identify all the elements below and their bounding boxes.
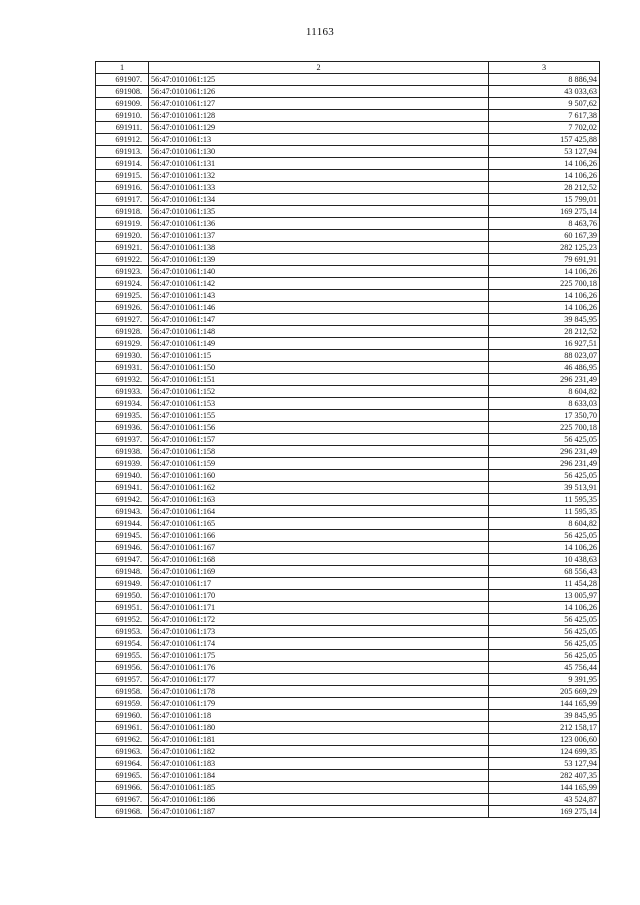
value-cell: 212 158,17 xyxy=(489,722,600,734)
table-row xyxy=(96,614,600,626)
cadastral-number-cell: 56:47:0101061:153 xyxy=(149,398,489,410)
table-row xyxy=(96,422,600,434)
table-row xyxy=(96,794,600,806)
row-number-cell: 691951. xyxy=(96,602,149,614)
value-cell: 46 486,95 xyxy=(489,362,600,374)
table-header-row xyxy=(96,62,600,74)
value-cell: 14 106,26 xyxy=(489,302,600,314)
cadastral-number-cell: 56:47:0101061:185 xyxy=(149,782,489,794)
table-row xyxy=(96,530,600,542)
table-row xyxy=(96,806,600,818)
row-number-cell: 691962. xyxy=(96,734,149,746)
value-cell: 14 106,26 xyxy=(489,266,600,278)
row-number-cell: 691937. xyxy=(96,434,149,446)
value-cell: 123 006,60 xyxy=(489,734,600,746)
row-number-cell: 691924. xyxy=(96,278,149,290)
value-cell: 7 702,02 xyxy=(489,122,600,134)
row-number-cell: 691956. xyxy=(96,662,149,674)
row-number-cell: 691934. xyxy=(96,398,149,410)
table-row xyxy=(96,578,600,590)
table-row xyxy=(96,386,600,398)
cadastral-number-cell: 56:47:0101061:134 xyxy=(149,194,489,206)
row-number-cell: 691959. xyxy=(96,698,149,710)
table-row xyxy=(96,734,600,746)
row-number-cell: 691920. xyxy=(96,230,149,242)
row-number-cell: 691913. xyxy=(96,146,149,158)
row-number-cell: 691961. xyxy=(96,722,149,734)
row-number-cell: 691940. xyxy=(96,470,149,482)
value-cell: 56 425,05 xyxy=(489,434,600,446)
row-number-cell: 691909. xyxy=(96,98,149,110)
row-number-cell: 691945. xyxy=(96,530,149,542)
cadastral-number-cell: 56:47:0101061:156 xyxy=(149,422,489,434)
row-number-cell: 691964. xyxy=(96,758,149,770)
table-row xyxy=(96,482,600,494)
value-cell: 56 425,05 xyxy=(489,626,600,638)
value-cell: 13 005,97 xyxy=(489,590,600,602)
cadastral-number-cell: 56:47:0101061:143 xyxy=(149,290,489,302)
value-cell: 15 799,01 xyxy=(489,194,600,206)
cadastral-number-cell: 56:47:0101061:165 xyxy=(149,518,489,530)
row-number-cell: 691917. xyxy=(96,194,149,206)
value-cell: 56 425,05 xyxy=(489,530,600,542)
cadastral-number-cell: 56:47:0101061:138 xyxy=(149,242,489,254)
table-row xyxy=(96,146,600,158)
cadastral-number-cell: 56:47:0101061:179 xyxy=(149,698,489,710)
table-row xyxy=(96,698,600,710)
row-number-cell: 691914. xyxy=(96,158,149,170)
row-number-cell: 691946. xyxy=(96,542,149,554)
value-cell: 8 463,76 xyxy=(489,218,600,230)
cadastral-number-cell: 56:47:0101061:170 xyxy=(149,590,489,602)
cadastral-number-cell: 56:47:0101061:13 xyxy=(149,134,489,146)
value-cell: 157 425,88 xyxy=(489,134,600,146)
row-number-cell: 691923. xyxy=(96,266,149,278)
table-row xyxy=(96,410,600,422)
row-number-cell: 691954. xyxy=(96,638,149,650)
row-number-cell: 691939. xyxy=(96,458,149,470)
value-cell: 88 023,07 xyxy=(489,350,600,362)
row-number-cell: 691932. xyxy=(96,374,149,386)
value-cell: 14 106,26 xyxy=(489,602,600,614)
cadastral-number-cell: 56:47:0101061:149 xyxy=(149,338,489,350)
value-cell: 79 691,91 xyxy=(489,254,600,266)
cadastral-number-cell: 56:47:0101061:184 xyxy=(149,770,489,782)
cadastral-number-cell: 56:47:0101061:17 xyxy=(149,578,489,590)
row-number-cell: 691943. xyxy=(96,506,149,518)
value-cell: 8 604,82 xyxy=(489,386,600,398)
cadastral-number-cell: 56:47:0101061:158 xyxy=(149,446,489,458)
value-cell: 144 165,99 xyxy=(489,782,600,794)
row-number-cell: 691927. xyxy=(96,314,149,326)
value-cell: 28 212,52 xyxy=(489,182,600,194)
cadastral-number-cell: 56:47:0101061:176 xyxy=(149,662,489,674)
column-header-1: 1 xyxy=(96,62,149,74)
row-number-cell: 691942. xyxy=(96,494,149,506)
cadastral-number-cell: 56:47:0101061:128 xyxy=(149,110,489,122)
cadastral-number-cell: 56:47:0101061:187 xyxy=(149,806,489,818)
value-cell: 11 454,28 xyxy=(489,578,600,590)
cadastral-number-cell: 56:47:0101061:181 xyxy=(149,734,489,746)
row-number-cell: 691957. xyxy=(96,674,149,686)
data-table xyxy=(95,61,600,818)
table-row xyxy=(96,74,600,86)
row-number-cell: 691941. xyxy=(96,482,149,494)
value-cell: 16 927,51 xyxy=(489,338,600,350)
row-number-cell: 691926. xyxy=(96,302,149,314)
cadastral-number-cell: 56:47:0101061:182 xyxy=(149,746,489,758)
cadastral-number-cell: 56:47:0101061:175 xyxy=(149,650,489,662)
row-number-cell: 691955. xyxy=(96,650,149,662)
table-row xyxy=(96,314,600,326)
table-row xyxy=(96,182,600,194)
table-row xyxy=(96,398,600,410)
cadastral-number-cell: 56:47:0101061:157 xyxy=(149,434,489,446)
cadastral-number-cell: 56:47:0101061:169 xyxy=(149,566,489,578)
cadastral-number-cell: 56:47:0101061:150 xyxy=(149,362,489,374)
table-row xyxy=(96,626,600,638)
row-number-cell: 691949. xyxy=(96,578,149,590)
table-row xyxy=(96,662,600,674)
table-row xyxy=(96,758,600,770)
table-row xyxy=(96,782,600,794)
cadastral-number-cell: 56:47:0101061:155 xyxy=(149,410,489,422)
table-row xyxy=(96,434,600,446)
row-number-cell: 691944. xyxy=(96,518,149,530)
column-header-3: 3 xyxy=(489,62,600,74)
cadastral-number-cell: 56:47:0101061:127 xyxy=(149,98,489,110)
cadastral-number-cell: 56:47:0101061:140 xyxy=(149,266,489,278)
table-row xyxy=(96,770,600,782)
cadastral-number-cell: 56:47:0101061:136 xyxy=(149,218,489,230)
value-cell: 43 524,87 xyxy=(489,794,600,806)
cadastral-number-cell: 56:47:0101061:160 xyxy=(149,470,489,482)
table-row xyxy=(96,746,600,758)
table-row xyxy=(96,350,600,362)
value-cell: 8 633,03 xyxy=(489,398,600,410)
row-number-cell: 691915. xyxy=(96,170,149,182)
row-number-cell: 691967. xyxy=(96,794,149,806)
cadastral-number-cell: 56:47:0101061:132 xyxy=(149,170,489,182)
value-cell: 296 231,49 xyxy=(489,446,600,458)
value-cell: 8 604,82 xyxy=(489,518,600,530)
cadastral-number-cell: 56:47:0101061:135 xyxy=(149,206,489,218)
value-cell: 53 127,94 xyxy=(489,146,600,158)
value-cell: 7 617,38 xyxy=(489,110,600,122)
row-number-cell: 691918. xyxy=(96,206,149,218)
value-cell: 169 275,14 xyxy=(489,206,600,218)
table-row xyxy=(96,446,600,458)
row-number-cell: 691935. xyxy=(96,410,149,422)
value-cell: 43 033,63 xyxy=(489,86,600,98)
value-cell: 11 595,35 xyxy=(489,494,600,506)
row-number-cell: 691958. xyxy=(96,686,149,698)
page-number: 11163 xyxy=(305,26,335,38)
table-row xyxy=(96,326,600,338)
cadastral-number-cell: 56:47:0101061:168 xyxy=(149,554,489,566)
table-row xyxy=(96,590,600,602)
row-number-cell: 691950. xyxy=(96,590,149,602)
value-cell: 282 125,23 xyxy=(489,242,600,254)
row-number-cell: 691925. xyxy=(96,290,149,302)
table-row xyxy=(96,266,600,278)
column-header-2: 2 xyxy=(149,62,489,74)
cadastral-number-cell: 56:47:0101061:126 xyxy=(149,86,489,98)
table-row xyxy=(96,542,600,554)
value-cell: 9 391,95 xyxy=(489,674,600,686)
table-row xyxy=(96,374,600,386)
value-cell: 56 425,05 xyxy=(489,650,600,662)
cadastral-number-cell: 56:47:0101061:178 xyxy=(149,686,489,698)
table-row xyxy=(96,470,600,482)
row-number-cell: 691963. xyxy=(96,746,149,758)
cadastral-number-cell: 56:47:0101061:177 xyxy=(149,674,489,686)
table-row xyxy=(96,506,600,518)
cadastral-number-cell: 56:47:0101061:159 xyxy=(149,458,489,470)
row-number-cell: 691907. xyxy=(96,74,149,86)
value-cell: 169 275,14 xyxy=(489,806,600,818)
value-cell: 56 425,05 xyxy=(489,614,600,626)
table-row xyxy=(96,566,600,578)
cadastral-number-cell: 56:47:0101061:133 xyxy=(149,182,489,194)
table-row xyxy=(96,86,600,98)
row-number-cell: 691965. xyxy=(96,770,149,782)
row-number-cell: 691922. xyxy=(96,254,149,266)
value-cell: 39 845,95 xyxy=(489,314,600,326)
row-number-cell: 691936. xyxy=(96,422,149,434)
row-number-cell: 691953. xyxy=(96,626,149,638)
cadastral-number-cell: 56:47:0101061:146 xyxy=(149,302,489,314)
table-row xyxy=(96,158,600,170)
cadastral-number-cell: 56:47:0101061:130 xyxy=(149,146,489,158)
value-cell: 296 231,49 xyxy=(489,458,600,470)
row-number-cell: 691960. xyxy=(96,710,149,722)
cadastral-number-cell: 56:47:0101061:186 xyxy=(149,794,489,806)
table-row xyxy=(96,518,600,530)
cadastral-number-cell: 56:47:0101061:164 xyxy=(149,506,489,518)
table-row xyxy=(96,602,600,614)
cadastral-number-cell: 56:47:0101061:139 xyxy=(149,254,489,266)
value-cell: 124 699,35 xyxy=(489,746,600,758)
table-row xyxy=(96,722,600,734)
value-cell: 28 212,52 xyxy=(489,326,600,338)
cadastral-number-cell: 56:47:0101061:171 xyxy=(149,602,489,614)
cadastral-number-cell: 56:47:0101061:173 xyxy=(149,626,489,638)
value-cell: 8 886,94 xyxy=(489,74,600,86)
value-cell: 14 106,26 xyxy=(489,542,600,554)
cadastral-number-cell: 56:47:0101061:125 xyxy=(149,74,489,86)
value-cell: 60 167,39 xyxy=(489,230,600,242)
value-cell: 144 165,99 xyxy=(489,698,600,710)
cadastral-number-cell: 56:47:0101061:152 xyxy=(149,386,489,398)
cadastral-number-cell: 56:47:0101061:166 xyxy=(149,530,489,542)
table-row xyxy=(96,122,600,134)
cadastral-number-cell: 56:47:0101061:162 xyxy=(149,482,489,494)
table-row xyxy=(96,686,600,698)
table-row xyxy=(96,554,600,566)
row-number-cell: 691910. xyxy=(96,110,149,122)
cadastral-number-cell: 56:47:0101061:147 xyxy=(149,314,489,326)
row-number-cell: 691948. xyxy=(96,566,149,578)
row-number-cell: 691911. xyxy=(96,122,149,134)
value-cell: 205 669,29 xyxy=(489,686,600,698)
table-row xyxy=(96,638,600,650)
cadastral-number-cell: 56:47:0101061:174 xyxy=(149,638,489,650)
table-row xyxy=(96,206,600,218)
value-cell: 9 507,62 xyxy=(489,98,600,110)
row-number-cell: 691929. xyxy=(96,338,149,350)
table-row xyxy=(96,254,600,266)
cadastral-number-cell: 56:47:0101061:183 xyxy=(149,758,489,770)
table-row xyxy=(96,218,600,230)
row-number-cell: 691928. xyxy=(96,326,149,338)
table-row xyxy=(96,458,600,470)
row-number-cell: 691931. xyxy=(96,362,149,374)
cadastral-number-cell: 56:47:0101061:151 xyxy=(149,374,489,386)
value-cell: 14 106,26 xyxy=(489,290,600,302)
cadastral-number-cell: 56:47:0101061:131 xyxy=(149,158,489,170)
cadastral-number-cell: 56:47:0101061:129 xyxy=(149,122,489,134)
table-row xyxy=(96,650,600,662)
value-cell: 17 350,70 xyxy=(489,410,600,422)
value-cell: 11 595,35 xyxy=(489,506,600,518)
value-cell: 39 845,95 xyxy=(489,710,600,722)
table-row xyxy=(96,494,600,506)
value-cell: 53 127,94 xyxy=(489,758,600,770)
row-number-cell: 691930. xyxy=(96,350,149,362)
row-number-cell: 691947. xyxy=(96,554,149,566)
row-number-cell: 691968. xyxy=(96,806,149,818)
cadastral-number-cell: 56:47:0101061:180 xyxy=(149,722,489,734)
row-number-cell: 691952. xyxy=(96,614,149,626)
table-row xyxy=(96,710,600,722)
cadastral-number-cell: 56:47:0101061:137 xyxy=(149,230,489,242)
table-row xyxy=(96,110,600,122)
value-cell: 56 425,05 xyxy=(489,638,600,650)
cadastral-number-cell: 56:47:0101061:167 xyxy=(149,542,489,554)
value-cell: 225 700,18 xyxy=(489,278,600,290)
value-cell: 14 106,26 xyxy=(489,158,600,170)
table-row xyxy=(96,170,600,182)
table-row xyxy=(96,674,600,686)
value-cell: 45 756,44 xyxy=(489,662,600,674)
table-row xyxy=(96,242,600,254)
table-row xyxy=(96,278,600,290)
table-row xyxy=(96,290,600,302)
row-number-cell: 691919. xyxy=(96,218,149,230)
table-row xyxy=(96,134,600,146)
row-number-cell: 691938. xyxy=(96,446,149,458)
cadastral-number-cell: 56:47:0101061:172 xyxy=(149,614,489,626)
value-cell: 296 231,49 xyxy=(489,374,600,386)
row-number-cell: 691933. xyxy=(96,386,149,398)
value-cell: 225 700,18 xyxy=(489,422,600,434)
value-cell: 39 513,91 xyxy=(489,482,600,494)
value-cell: 14 106,26 xyxy=(489,170,600,182)
table-row xyxy=(96,98,600,110)
cadastral-number-cell: 56:47:0101061:142 xyxy=(149,278,489,290)
table-row xyxy=(96,194,600,206)
row-number-cell: 691921. xyxy=(96,242,149,254)
cadastral-number-cell: 56:47:0101061:163 xyxy=(149,494,489,506)
table-row xyxy=(96,230,600,242)
row-number-cell: 691912. xyxy=(96,134,149,146)
row-number-cell: 691916. xyxy=(96,182,149,194)
table-row xyxy=(96,338,600,350)
table-row xyxy=(96,302,600,314)
cadastral-number-cell: 56:47:0101061:15 xyxy=(149,350,489,362)
row-number-cell: 691908. xyxy=(96,86,149,98)
value-cell: 282 407,35 xyxy=(489,770,600,782)
value-cell: 68 556,43 xyxy=(489,566,600,578)
table-row xyxy=(96,362,600,374)
row-number-cell: 691966. xyxy=(96,782,149,794)
cadastral-number-cell: 56:47:0101061:148 xyxy=(149,326,489,338)
value-cell: 56 425,05 xyxy=(489,470,600,482)
cadastral-number-cell: 56:47:0101061:18 xyxy=(149,710,489,722)
table-body xyxy=(96,74,600,818)
value-cell: 10 438,63 xyxy=(489,554,600,566)
